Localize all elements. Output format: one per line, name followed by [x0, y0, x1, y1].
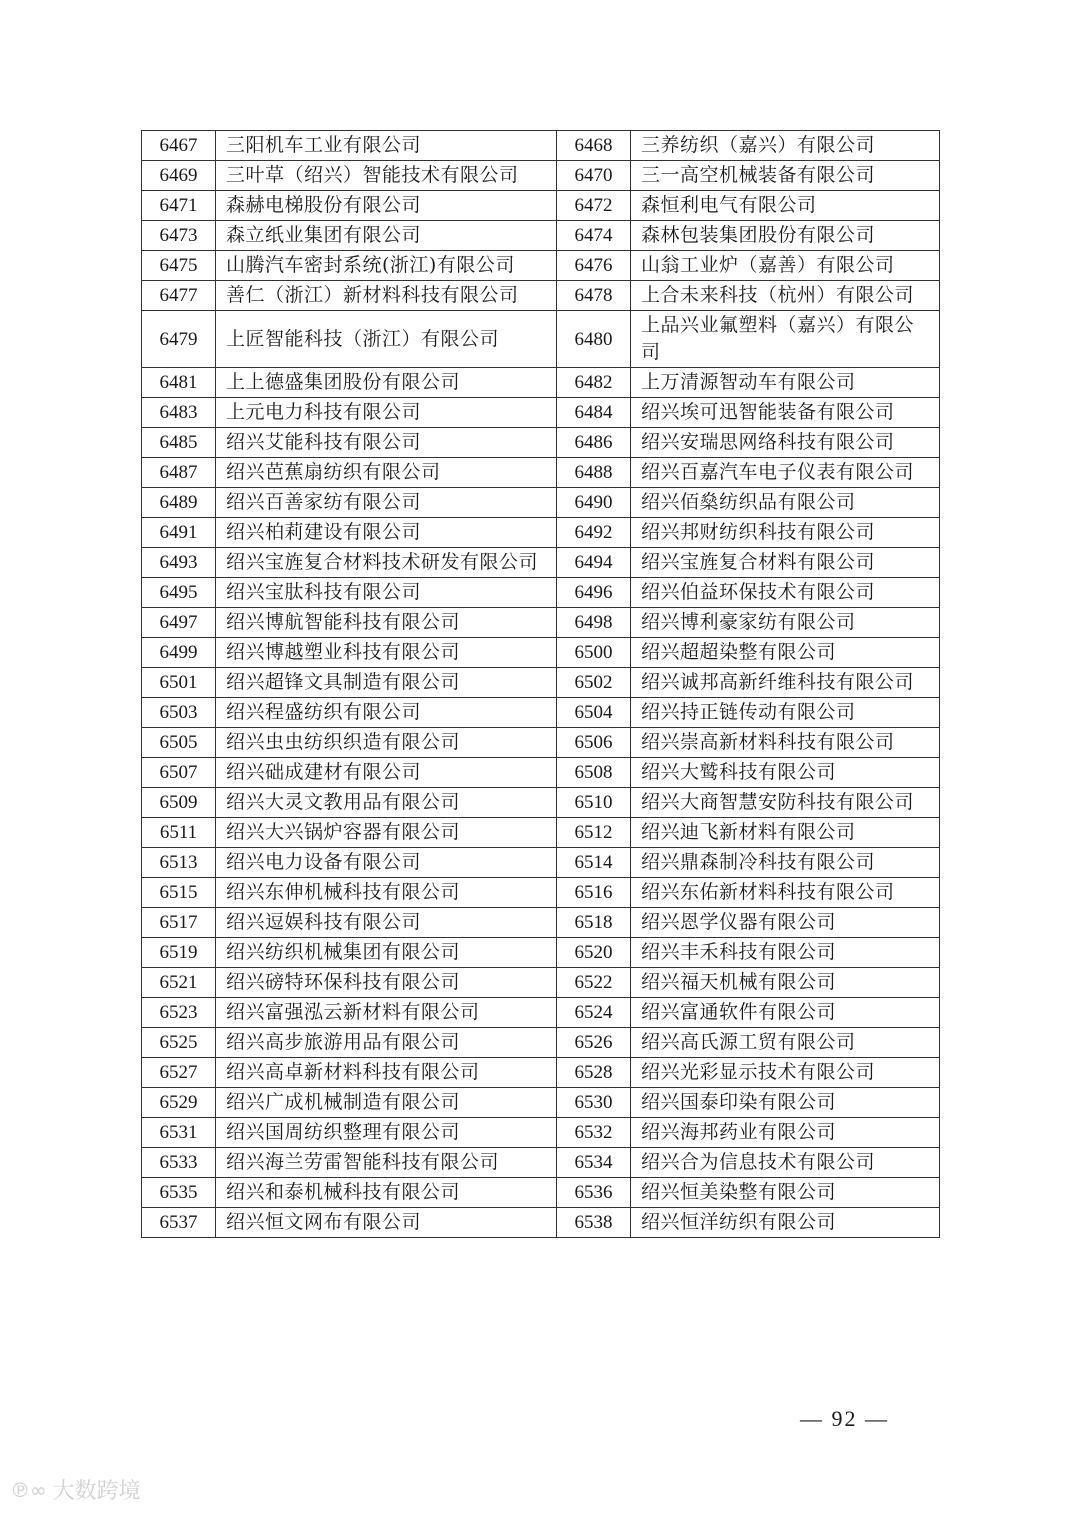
entry-number: 6493: [142, 548, 216, 578]
company-name: 善仁（浙江）新材料科技有限公司: [216, 281, 557, 311]
company-name: 绍兴富强泓云新材料有限公司: [216, 998, 557, 1028]
entry-number: 6500: [557, 638, 631, 668]
entry-number: 6523: [142, 998, 216, 1028]
entry-number: 6468: [557, 131, 631, 161]
entry-number: 6475: [142, 251, 216, 281]
company-name: 绍兴博利豪家纺有限公司: [631, 608, 940, 638]
entry-number: 6518: [557, 908, 631, 938]
entry-number: 6533: [142, 1148, 216, 1178]
table-row: [142, 998, 940, 1028]
company-name: 绍兴百嘉汽车电子仪表有限公司: [631, 458, 940, 488]
table-row: [142, 1148, 940, 1178]
table-row: [142, 428, 940, 458]
company-name: 绍兴安瑞思网络科技有限公司: [631, 428, 940, 458]
company-name: 绍兴大鹫科技有限公司: [631, 758, 940, 788]
table-row: [142, 221, 940, 251]
company-name: 绍兴程盛纺织有限公司: [216, 698, 557, 728]
company-name: 绍兴恩学仪器有限公司: [631, 908, 940, 938]
entry-number: 6515: [142, 878, 216, 908]
table-row: [142, 698, 940, 728]
entry-number: 6511: [142, 818, 216, 848]
entry-number: 6516: [557, 878, 631, 908]
table-row: [142, 161, 940, 191]
company-name: 绍兴大兴锅炉容器有限公司: [216, 818, 557, 848]
entry-number: 6474: [557, 221, 631, 251]
table-row: [142, 608, 940, 638]
company-name: 绍兴柏莉建设有限公司: [216, 518, 557, 548]
table-row: [142, 878, 940, 908]
entry-number: 6512: [557, 818, 631, 848]
company-name: 绍兴鼎森制冷科技有限公司: [631, 848, 940, 878]
entry-number: 6506: [557, 728, 631, 758]
company-name: 绍兴国周纺织整理有限公司: [216, 1118, 557, 1148]
entry-number: 6467: [142, 131, 216, 161]
company-name: 绍兴合为信息技术有限公司: [631, 1148, 940, 1178]
company-name: 绍兴宝旌复合材料有限公司: [631, 548, 940, 578]
entry-number: 6496: [557, 578, 631, 608]
company-name: 绍兴超锋文具制造有限公司: [216, 668, 557, 698]
entry-number: 6530: [557, 1088, 631, 1118]
entry-number: 6488: [557, 458, 631, 488]
company-name: 绍兴广成机械制造有限公司: [216, 1088, 557, 1118]
table-row: [142, 251, 940, 281]
company-name: 绍兴埃可迅智能装备有限公司: [631, 398, 940, 428]
company-name: 绍兴东佑新材料科技有限公司: [631, 878, 940, 908]
table-row: [142, 788, 940, 818]
company-list-body: [142, 131, 940, 1238]
table-row: [142, 1208, 940, 1238]
entry-number: 6502: [557, 668, 631, 698]
watermark-logo-icon: ℗∞: [10, 1477, 47, 1502]
company-name: 绍兴宝旌复合材料技术研发有限公司: [216, 548, 557, 578]
entry-number: 6481: [142, 368, 216, 398]
table-row: [142, 518, 940, 548]
company-name: 森恒利电气有限公司: [631, 191, 940, 221]
entry-number: 6470: [557, 161, 631, 191]
entry-number: 6499: [142, 638, 216, 668]
entry-number: 6485: [142, 428, 216, 458]
entry-number: 6473: [142, 221, 216, 251]
entry-number: 6520: [557, 938, 631, 968]
company-name: 森林包装集团股份有限公司: [631, 221, 940, 251]
company-name: 绍兴恒美染整有限公司: [631, 1178, 940, 1208]
entry-number: 6532: [557, 1118, 631, 1148]
company-name: 绍兴大灵文教用品有限公司: [216, 788, 557, 818]
entry-number: 6526: [557, 1028, 631, 1058]
company-name: 森赫电梯股份有限公司: [216, 191, 557, 221]
company-name: 三叶草（绍兴）智能技术有限公司: [216, 161, 557, 191]
entry-number: 6478: [557, 281, 631, 311]
company-name: 绍兴恒洋纺织有限公司: [631, 1208, 940, 1238]
company-name: 山腾汽车密封系统(浙江)有限公司: [216, 251, 557, 281]
company-name: 绍兴百善家纺有限公司: [216, 488, 557, 518]
company-name: 绍兴虫虫纺织织造有限公司: [216, 728, 557, 758]
entry-number: 6508: [557, 758, 631, 788]
entry-number: 6484: [557, 398, 631, 428]
company-name: 绍兴宝肽科技有限公司: [216, 578, 557, 608]
table-row: [142, 578, 940, 608]
company-name: 绍兴福天机械有限公司: [631, 968, 940, 998]
entry-number: 6507: [142, 758, 216, 788]
company-name: 绍兴持正链传动有限公司: [631, 698, 940, 728]
entry-number: 6536: [557, 1178, 631, 1208]
entry-number: 6521: [142, 968, 216, 998]
entry-number: 6491: [142, 518, 216, 548]
entry-number: 6504: [557, 698, 631, 728]
entry-number: 6476: [557, 251, 631, 281]
table-row: [142, 668, 940, 698]
company-name: 绍兴佰燊纺织品有限公司: [631, 488, 940, 518]
company-name: 绍兴博航智能科技有限公司: [216, 608, 557, 638]
entry-number: 6477: [142, 281, 216, 311]
entry-number: 6529: [142, 1088, 216, 1118]
entry-number: 6537: [142, 1208, 216, 1238]
company-name: 上品兴业氟塑料（嘉兴）有限公司: [631, 311, 940, 368]
company-name: 上合未来科技（杭州）有限公司: [631, 281, 940, 311]
company-name: 绍兴光彩显示技术有限公司: [631, 1058, 940, 1088]
company-name: 绍兴高卓新材料科技有限公司: [216, 1058, 557, 1088]
entry-number: 6471: [142, 191, 216, 221]
company-name: 绍兴富通软件有限公司: [631, 998, 940, 1028]
entry-number: 6501: [142, 668, 216, 698]
company-name: 绍兴博越塑业科技有限公司: [216, 638, 557, 668]
entry-number: 6509: [142, 788, 216, 818]
company-name: 三阳机车工业有限公司: [216, 131, 557, 161]
company-name: 三一高空机械装备有限公司: [631, 161, 940, 191]
company-name: 上万清源智动车有限公司: [631, 368, 940, 398]
entry-number: 6486: [557, 428, 631, 458]
company-list-table: [141, 130, 940, 1238]
entry-number: 6490: [557, 488, 631, 518]
table-row: [142, 281, 940, 311]
entry-number: 6469: [142, 161, 216, 191]
table-row: [142, 311, 940, 368]
company-name: 绍兴大商智慧安防科技有限公司: [631, 788, 940, 818]
table-row: [142, 458, 940, 488]
company-name: 绍兴础成建材有限公司: [216, 758, 557, 788]
entry-number: 6482: [557, 368, 631, 398]
table-row: [142, 548, 940, 578]
company-name: 绍兴伯益环保技术有限公司: [631, 578, 940, 608]
table-row: [142, 968, 940, 998]
company-name: 绍兴恒文网布有限公司: [216, 1208, 557, 1238]
entry-number: 6505: [142, 728, 216, 758]
watermark-text: 大数跨境: [52, 1479, 141, 1504]
company-name: 绍兴超超染整有限公司: [631, 638, 940, 668]
entry-number: 6492: [557, 518, 631, 548]
entry-number: 6531: [142, 1118, 216, 1148]
entry-number: 6525: [142, 1028, 216, 1058]
entry-number: 6522: [557, 968, 631, 998]
table-row: [142, 758, 940, 788]
company-name: 山翁工业炉（嘉善）有限公司: [631, 251, 940, 281]
entry-number: 6480: [557, 311, 631, 368]
company-name: 绍兴邦财纺织科技有限公司: [631, 518, 940, 548]
company-name: 绍兴电力设备有限公司: [216, 848, 557, 878]
table-row: [142, 368, 940, 398]
company-name: 绍兴丰禾科技有限公司: [631, 938, 940, 968]
company-name: 绍兴国泰印染有限公司: [631, 1088, 940, 1118]
company-name: 绍兴芭蕉扇纺织有限公司: [216, 458, 557, 488]
entry-number: 6519: [142, 938, 216, 968]
company-name: 绍兴逗娱科技有限公司: [216, 908, 557, 938]
table-row: [142, 1058, 940, 1088]
entry-number: 6510: [557, 788, 631, 818]
entry-number: 6528: [557, 1058, 631, 1088]
table-row: [142, 938, 940, 968]
company-name: 绍兴迪飞新材料有限公司: [631, 818, 940, 848]
entry-number: 6489: [142, 488, 216, 518]
company-name: 绍兴海兰劳雷智能科技有限公司: [216, 1148, 557, 1178]
page-number: — 92 —: [800, 1406, 889, 1431]
entry-number: 6538: [557, 1208, 631, 1238]
table-row: [142, 1118, 940, 1148]
table-row: [142, 488, 940, 518]
company-name: 绍兴诚邦高新纤维科技有限公司: [631, 668, 940, 698]
entry-number: 6503: [142, 698, 216, 728]
company-name: 绍兴磅特环保科技有限公司: [216, 968, 557, 998]
company-name: 上元电力科技有限公司: [216, 398, 557, 428]
company-name: 绍兴崇高新材料科技有限公司: [631, 728, 940, 758]
entry-number: 6472: [557, 191, 631, 221]
entry-number: 6479: [142, 311, 216, 368]
entry-number: 6514: [557, 848, 631, 878]
table-row: [142, 908, 940, 938]
table-row: [142, 131, 940, 161]
table-row: [142, 1088, 940, 1118]
entry-number: 6498: [557, 608, 631, 638]
company-name: 绍兴艾能科技有限公司: [216, 428, 557, 458]
entry-number: 6517: [142, 908, 216, 938]
entry-number: 6513: [142, 848, 216, 878]
watermark: [10, 1474, 141, 1505]
table-row: [142, 191, 940, 221]
company-name: 绍兴高氏源工贸有限公司: [631, 1028, 940, 1058]
company-name: 绍兴和泰机械科技有限公司: [216, 1178, 557, 1208]
company-name: 森立纸业集团有限公司: [216, 221, 557, 251]
table-row: [142, 728, 940, 758]
table-row: [142, 1178, 940, 1208]
entry-number: 6534: [557, 1148, 631, 1178]
company-name: 上上德盛集团股份有限公司: [216, 368, 557, 398]
company-name: 绍兴高步旅游用品有限公司: [216, 1028, 557, 1058]
table-row: [142, 818, 940, 848]
entry-number: 6487: [142, 458, 216, 488]
table-row: [142, 398, 940, 428]
company-name: 上匠智能科技（浙江）有限公司: [216, 311, 557, 368]
entry-number: 6497: [142, 608, 216, 638]
company-name: 三养纺织（嘉兴）有限公司: [631, 131, 940, 161]
entry-number: 6535: [142, 1178, 216, 1208]
company-name: 绍兴东伸机械科技有限公司: [216, 878, 557, 908]
entry-number: 6494: [557, 548, 631, 578]
entry-number: 6483: [142, 398, 216, 428]
table-row: [142, 638, 940, 668]
company-name: 绍兴海邦药业有限公司: [631, 1118, 940, 1148]
table-row: [142, 848, 940, 878]
entry-number: 6495: [142, 578, 216, 608]
table-row: [142, 1028, 940, 1058]
entry-number: 6527: [142, 1058, 216, 1088]
entry-number: 6524: [557, 998, 631, 1028]
company-name: 绍兴纺织机械集团有限公司: [216, 938, 557, 968]
